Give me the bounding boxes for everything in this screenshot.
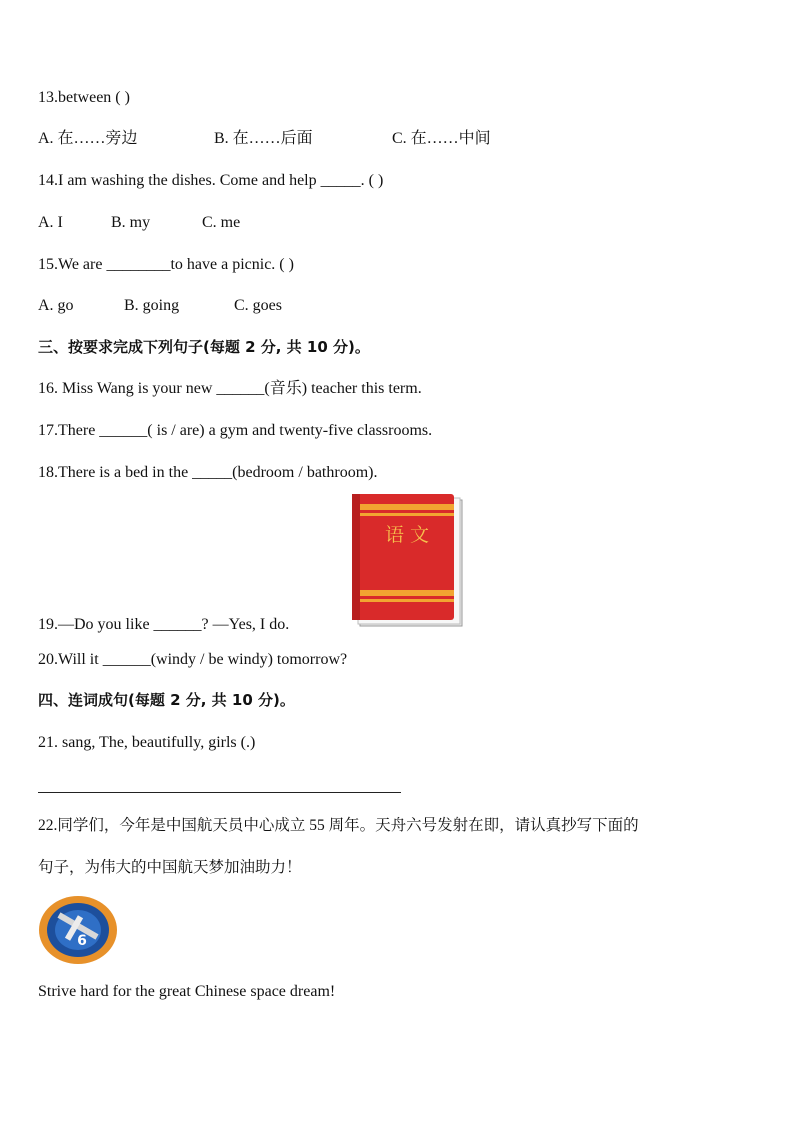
question-14-stem: 14.I am washing the dishes. Come and help _____. ( ) xyxy=(38,172,384,189)
option-a: A. go xyxy=(38,297,74,314)
answer-line xyxy=(38,792,401,793)
question-22-line-2: 句子，为伟大的中国航天梦加油助力！ xyxy=(38,859,302,876)
option-a: A. 在……旁边 xyxy=(38,130,138,147)
option-c: C. me xyxy=(202,214,241,231)
section-4-heading: 四、连词成句(每题 2 分, 共 10 分)。 xyxy=(38,691,295,709)
question-19: 19.—Do you like ______? —Yes, I do. xyxy=(38,616,290,633)
question-16: 16. Miss Wang is your new ______(音乐) teacher this term. xyxy=(38,380,422,397)
question-20: 20.Will it ______(windy / be windy) tomorrow? xyxy=(38,651,348,668)
question-13-options xyxy=(38,129,491,149)
option-b: B. 在……后面 xyxy=(214,130,313,147)
question-22-sentence: Strive hard for the great Chinese space dream! xyxy=(38,983,336,1000)
option-b: B. going xyxy=(124,297,180,314)
option-b: B. my xyxy=(111,214,151,231)
section-3-heading: 三、按要求完成下列句子(每题 2 分, 共 10 分)。 xyxy=(38,338,370,356)
book-title: 语 文 xyxy=(384,524,430,546)
question-15-options xyxy=(38,296,282,316)
question-21: 21. sang, The, beautifully, girls (.) xyxy=(38,734,256,751)
question-18: 18.There is a bed in the _____(bedroom / bathroom). xyxy=(38,464,378,481)
question-14-options xyxy=(38,213,240,233)
badge-number: 6 xyxy=(77,933,87,949)
option-c: C. 在……中间 xyxy=(392,130,491,147)
question-17: 17.There ______( is / are) a gym and twenty-five classrooms. xyxy=(38,422,433,439)
question-13-stem: 13.between ( ) xyxy=(38,89,130,106)
question-15-stem: 15.We are ________to have a picnic. ( ) xyxy=(38,256,294,273)
option-c: C. goes xyxy=(234,297,282,314)
question-22-line-1: 22.同学们，今年是中国航天员中心成立 55 周年。天舟六号发射在即，请认真抄写下面的 xyxy=(38,817,639,834)
tianzhou-mission-badge-icon xyxy=(38,895,120,965)
option-a: A. I xyxy=(38,214,63,231)
chinese-textbook-icon xyxy=(352,494,464,628)
